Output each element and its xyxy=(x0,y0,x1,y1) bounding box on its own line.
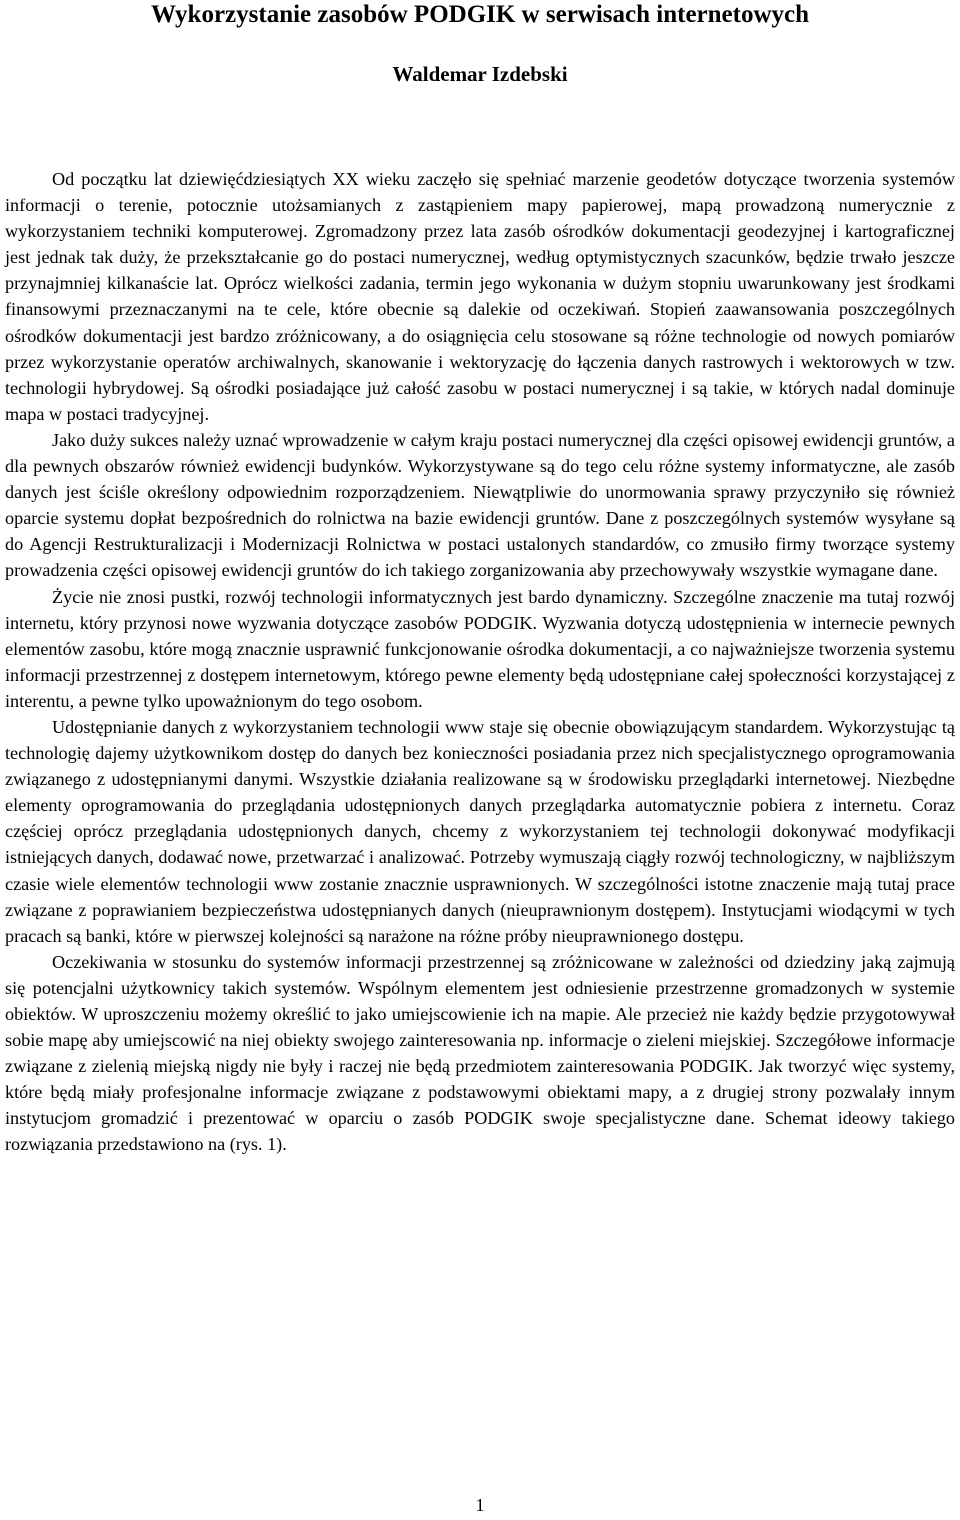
paragraph: Od początku lat dziewięćdziesiątych XX wieku zaczęło się spełniać marzenie geodetów dotyczące tworzenia systemów informacji o terenie, potocznie utożsamianych z zastąpieniem mapy papierowej, mapą prowadzoną numerycznie z wykorzystaniem techniki komputerowej. Zgromadzony przez lata zasób ośrodków dokumentacji geodezyjnej i kartograficznej jest jednak tak duży, że przekształcanie go do postaci numerycznej, według optymistycznych szacunków, będzie trwało jeszcze przynajmniej kilkanaście lat. Oprócz wielkości zadania, termin jego wykonania w dużym stopniu uwarunkowany jest środkami finansowymi przeznaczanymi na te cele, które obecnie są dalekie od oczekiwań. Stopień zaawansowania poszczególnych ośrodków dokumentacji jest bardzo zróżnicowany, a do osiągnięcia celu stosowane są różne technologie od nowych pomiarów przez wykorzystanie operatów archiwalnych, skanowanie i wektoryzację do łączenia danych rastrowych i wektorowych w tzw. technologii hybrydowej. Są ośrodki posiadające już całość zasobu w postaci numerycznej i są takie, w których nadal dominuje mapa w postaci tradycyjnej. xyxy=(5,169,955,424)
paragraph: Życie nie znosi pustki, rozwój technologii informatycznych jest bardo dynamiczny. Szczególne znaczenie ma tutaj rozwój internetu, który przynosi nowe wyzwania dotyczące zasobów PODGIK. Wyzwania dotyczą udostępnienia w internecie pewnych elementów zasobu, które mogą znacznie usprawnić funkcjonowanie ośrodka dokumentacji, a co najważniejsze tworzenia systemu informacji przestrzennej z dostępem internetowym, którego pewne elementy będą udostępniane całej społeczności korzystającej z interentu, a pewne tylko upoważnionym do tego osobom. xyxy=(5,586,955,711)
paragraph: Jako duży sukces należy uznać wprowadzenie w całym kraju postaci numerycznej dla części opisowej ewidencji gruntów, a dla pewnych obszarów również ewidencji budynków. Wykorzystywane są do tego celu różne systemy informatyczne, ale zasób danych jest ściśle określony odpowiednim rozporządzeniem. Niewątpliwie do unormowania sprawy przyczyniło się również oparcie systemu dopłat bezpośrednich do rolnictwa na bazie ewidencji gruntów. Dane z poszczególnych systemów wysyłane są do Agencji Restrukturalizacji i Modernizacji Rolnictwa w postaci ustalonych standardów, co zmusiło firmy tworzące systemy prowadzenia części opisowej ewidencji gruntów do ich takiego zorganizowania aby przechowywały wszystkie wymagane dane. xyxy=(5,429,955,581)
page-number: 1 xyxy=(475,1495,485,1515)
paragraph: Oczekiwania w stosunku do systemów informacji przestrzennej są zróżnicowane w zależności od dziedziny jaką zajmują się potencjalni użytkownicy takich systemów. Wspólnym elementem jest odniesienie przestrzenne gromadzonych w systemie obiektów. W uproszczeniu możemy określić to jako umiejscowienie ich na mapie. Ale przecież nie każdy będzie przygotowywał sobie mapę aby umiejscowić na niej obiekty swojego zainteresowania np. informacje o zieleni miejskiej. Szczegółowe informacje związane z zielenią miejską nigdy nie były i raczej nie będą przedmiotem zainteresowania PODGIK. Jak tworzyć więc systemy, które będą miały profesjonalne informacje związane z podstawowymi obiektami mapy, a z drugiej strony pozwalały innym instytucjom gromadzić i prezentować w oparciu o zasób PODGIK swoje specjalistyczne dane. Schemat ideowy takiego rozwiązania przedstawiono na (rys. 1). xyxy=(5,951,955,1155)
body-text xyxy=(5,166,955,1158)
paragraph: Udostępnianie danych z wykorzystaniem technologii www staje się obecnie obowiązującym standardem. Wykorzystując tą technologię dajemy użytkownikom dostęp do danych bez konieczności posiadania przez nich specjalistycznego oprogramowania związanego z udostępnianymi danymi. Wszystkie działania realizowane są w środowisku przeglądarki internetowej. Niezbędne elementy oprogramowania do przeglądania udostępnionych danych przeglądarka automatycznie pobiera z internetu. Coraz częściej oprócz przeglądania udostępnionych danych, chcemy z wykorzystaniem tej technologii dokonywać modyfikacji istniejących danych, dodawać nowe, przetwarzać i analizować. Potrzeby wymuszają ciągły rozwój technologiczny, w najbliższym czasie wiele elementów technologii www zostanie znacznie usprawnionych. W szczególności istotne znaczenie mają tutaj prace związane z poprawianiem bezpieczeństwa udostępnianych danych (nieuprawnionym dostępem). Instytucjami wiodącymi w tych pracach są banki, które w pierwszej kolejności są narażone na różne próby nieuprawnionego dostępu. xyxy=(5,716,955,946)
page-title: Wykorzystanie zasobów PODGIK w serwisach internetowych xyxy=(150,1,810,28)
author-name: Waldemar Izdebski xyxy=(392,62,568,86)
